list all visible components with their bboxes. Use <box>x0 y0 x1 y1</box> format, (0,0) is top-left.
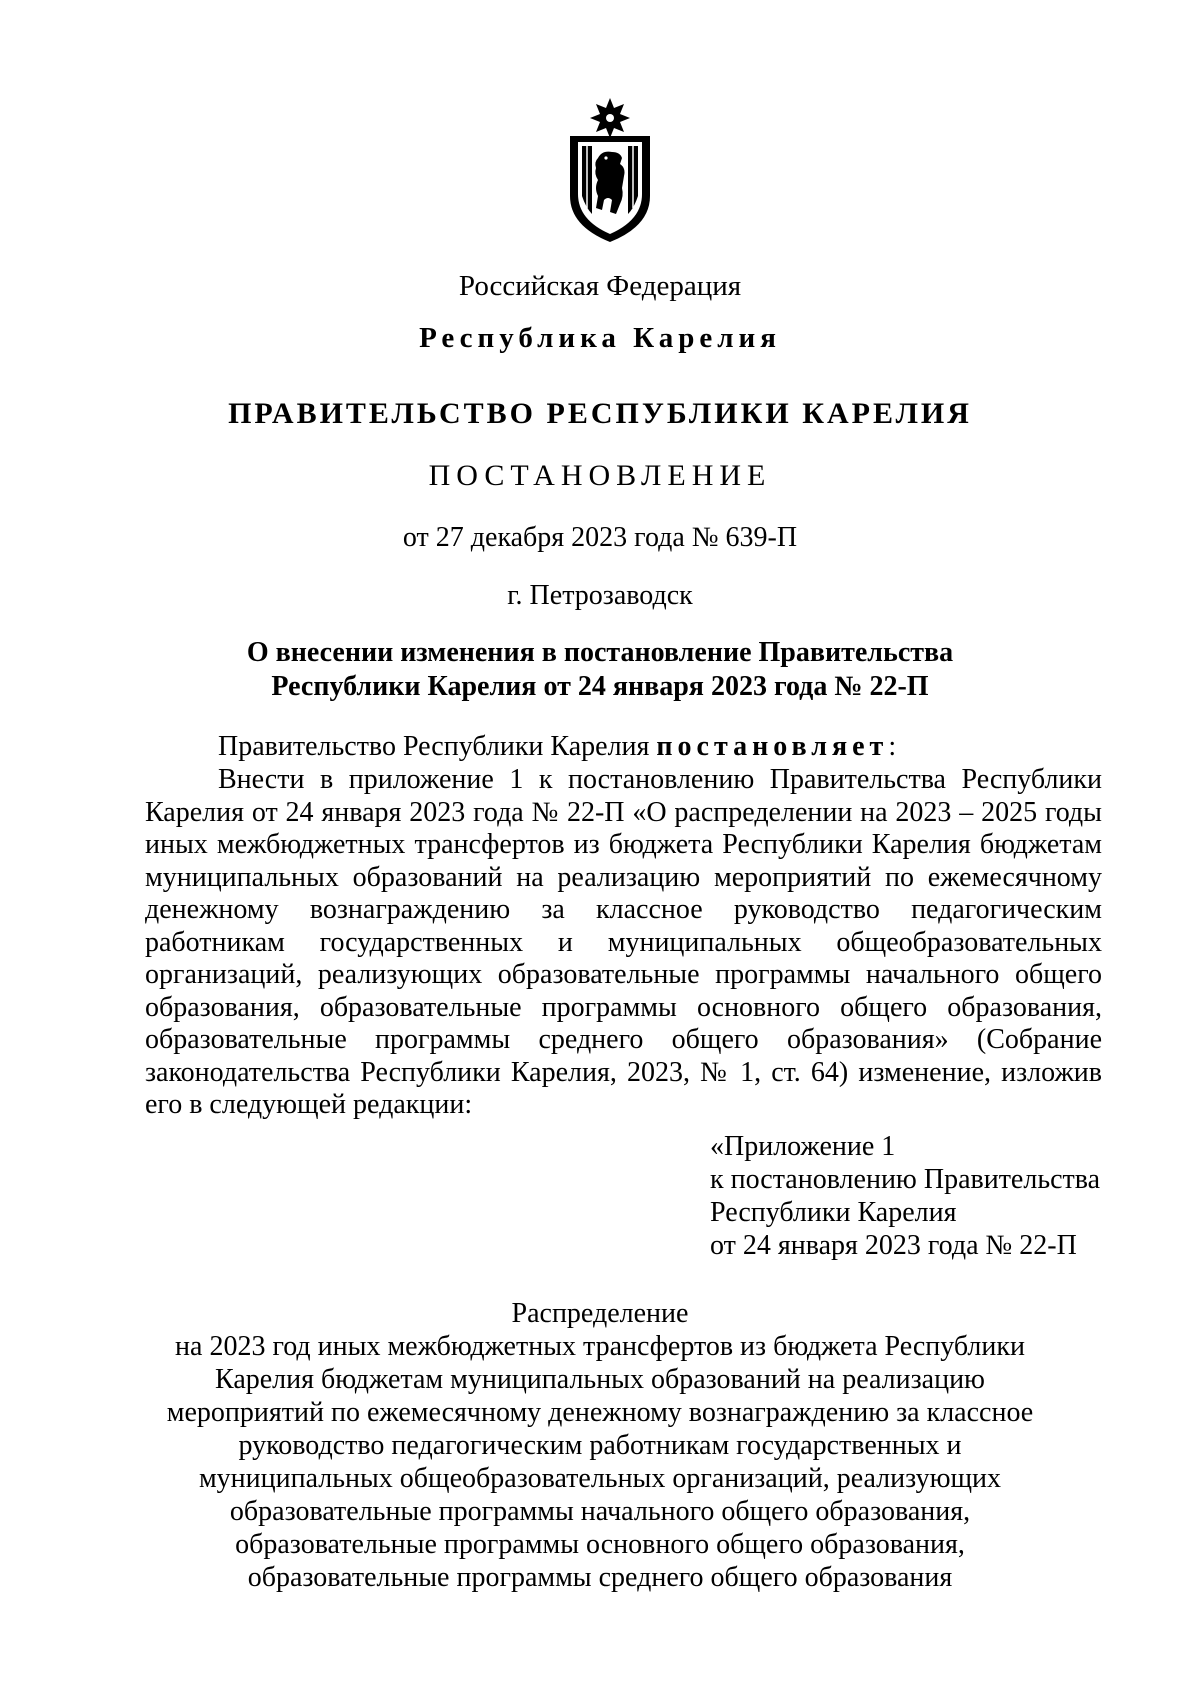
coat-of-arms-emblem <box>564 96 656 244</box>
distribution-line: Распределение <box>511 1298 689 1329</box>
distribution-line: муниципальных общеобразовательных организаций, реализующих <box>198 1463 1002 1494</box>
preamble-text: Правительство Республики Карелия <box>218 731 657 762</box>
government-name: ПРАВИТЕЛЬСТВО РЕСПУБЛИКИ КАРЕЛИЯ <box>228 397 972 430</box>
appendix-line: «Приложение 1 <box>710 1131 896 1162</box>
distribution-line: образовательные программы среднего общего образования <box>247 1562 953 1593</box>
distribution-line: образовательные программы основного общего образования, <box>235 1529 965 1560</box>
appendix-line: от 24 января 2023 года № 22-П <box>710 1230 1077 1261</box>
document-title <box>0 636 1200 704</box>
document-type: ПОСТАНОВЛЕНИЕ <box>428 459 772 492</box>
country-name: Российская Федерация <box>458 270 742 302</box>
distribution-line: образовательные программы начального общего образования, <box>229 1496 971 1527</box>
main-paragraph: Внести в приложение 1 к постановлению Правительства Республики Карелия от 24 января 2023 года № 22-П «О распределении на 2023 – 2025 годы иных межбюджетных трансфертов из бюджета Республики Карелия бюджетам муниципальных образований на реализацию мероприятий по ежемесячному денежному вознаграждению за классное руководство педагогическим работникам государственных и муниципальных общеобразовательных организаций, реализующих образовательные программы начального общего образования, образовательные программы основного общего образования, образовательные программы среднего общего образования» (Собрание законодательства Республики Карелия, 2023, № 1, ст. 64) изменение, изложив его в следующей редакции: <box>145 764 1102 1120</box>
republic-name: Республика Карелия <box>419 322 781 354</box>
appendix-line: Республики Карелия <box>710 1197 957 1228</box>
distribution-line: руководство педагогическим работникам государственных и <box>238 1430 962 1461</box>
appendix-block <box>710 1130 1100 1262</box>
appendix-line: к постановлению Правительства <box>710 1164 1101 1195</box>
distribution-line: на 2023 год иных межбюджетных трансфертов из бюджета Республики <box>175 1331 1025 1362</box>
preamble-paragraph <box>145 731 1102 764</box>
distribution-line: мероприятий по ежемесячному денежному вознаграждению за классное <box>166 1397 1034 1428</box>
document-city: г. Петрозаводск <box>507 580 693 611</box>
distribution-line: Карелия бюджетам муниципальных образований на реализацию <box>215 1364 985 1395</box>
document-date-number: от 27 декабря 2023 года № 639-П <box>402 522 798 553</box>
distribution-title <box>0 1297 1200 1594</box>
title-line: О внесении изменения в постановление Правительства <box>246 637 954 668</box>
title-line: Республики Карелия от 24 января 2023 года № 22-П <box>271 671 929 702</box>
preamble-colon: : <box>888 731 897 762</box>
preamble-verb: постановляет <box>656 731 889 762</box>
